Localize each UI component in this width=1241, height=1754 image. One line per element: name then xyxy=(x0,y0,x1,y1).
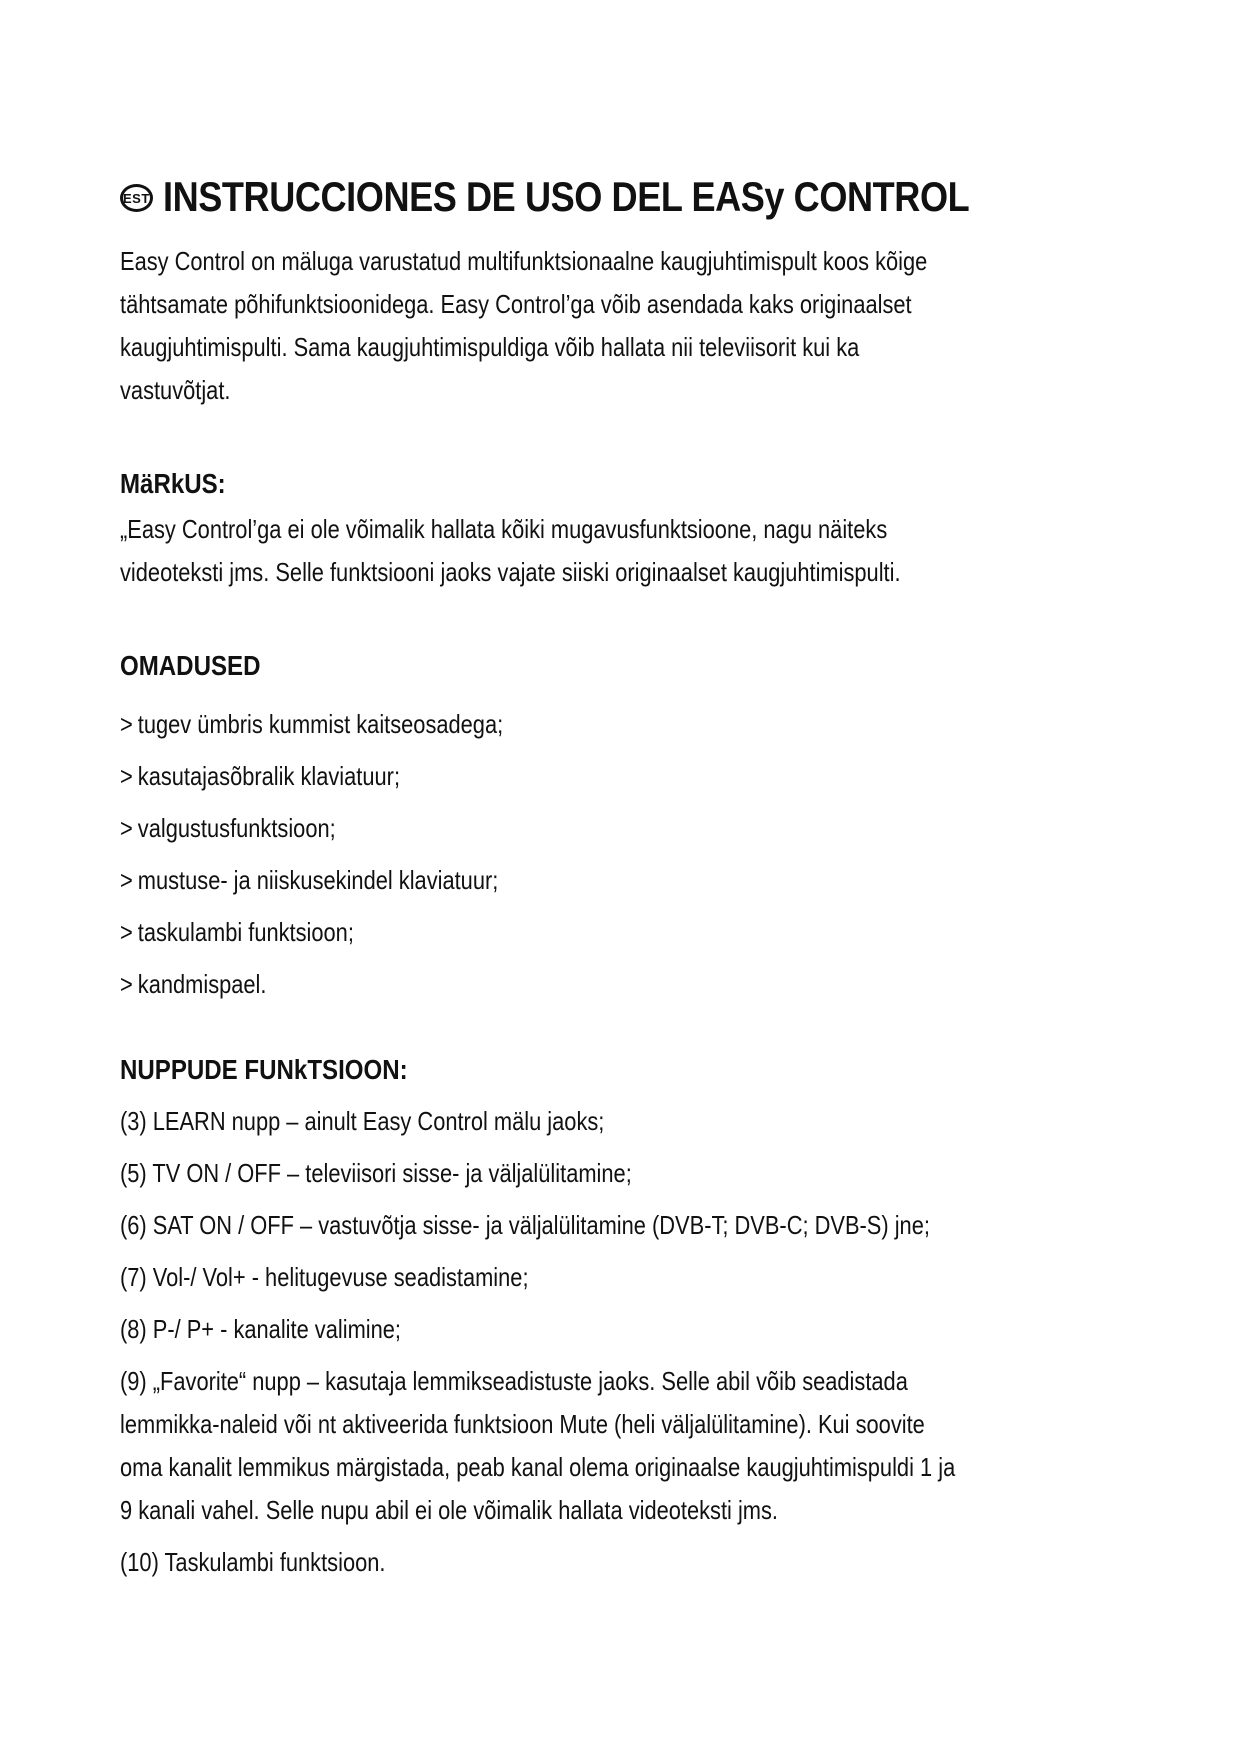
note-heading: MäRkUS: xyxy=(120,468,226,499)
feature-item: > valgustusfunktsioon; xyxy=(120,802,876,854)
buttons-heading: NUPPUDE FUNkTSIOON: xyxy=(120,1054,408,1085)
bullet-marker: > xyxy=(120,865,133,895)
button-function-item: (6) SAT ON / OFF – vastuvõtja sisse- ja väljalülitamine (DVB-T; DVB-C; DVB-S) jne; xyxy=(120,1210,930,1240)
title-row xyxy=(120,168,1080,226)
feature-list xyxy=(120,698,876,1010)
feature-item: > kandmispael. xyxy=(120,958,876,1010)
features-heading: OMADUSED xyxy=(120,650,261,681)
bullet-marker: > xyxy=(120,709,133,739)
page-title: INSTRUCCIONES DE USO DEL EASy CONTROL xyxy=(162,173,970,220)
intro-paragraph: Easy Control on mäluga varustatud multifunktsionaalne kaugjuhtimispult koos kõige tähtsamate põhifunktsioonidega. Easy Control’ga võib asendada kaks originaalset kaugjuhtimispulti. Sama kaugjuhtimispuldiga võib hallata nii televiisorit kui ka vastuvõtjat. xyxy=(120,246,928,405)
button-function-item: (7) Vol-/ Vol+ - helitugevuse seadistamine; xyxy=(120,1262,529,1292)
feature-item: > mustuse- ja niiskusekindel klaviatuur; xyxy=(120,854,876,906)
bullet-marker: > xyxy=(120,917,133,947)
feature-item: > taskulambi funktsioon; xyxy=(120,906,876,958)
bullet-marker: > xyxy=(120,813,133,843)
bullet-marker: > xyxy=(120,969,133,999)
button-function-item: (9) „Favorite“ nupp – kasutaja lemmikseadistuste jaoks. Selle abil võib seadistada lemmikka-naleid või nt aktiveerida funktsioon Mute (heli väljalülitamine). Kui soovite oma kanalit lemmikus märgistada, peab kanal olema originaalse kaugjuhtimispuldi 1 ja 9 kanali vahel. Selle nupu abil ei ole võimalik hallata videoteksti jms. xyxy=(120,1366,956,1525)
feature-item: > tugev ümbris kummist kaitseosadega; xyxy=(120,698,876,750)
document-content xyxy=(120,168,1080,1593)
button-function-item: (8) P-/ P+ - kanalite valimine; xyxy=(120,1314,401,1344)
button-function-list xyxy=(120,1100,968,1584)
button-function-item: (3) LEARN nupp – ainult Easy Control mälu jaoks; xyxy=(120,1106,605,1136)
feature-item: > kasutajasõbralik klaviatuur; xyxy=(120,750,876,802)
bullet-marker: > xyxy=(120,761,133,791)
button-function-item: (10) Taskulambi funktsioon. xyxy=(120,1547,386,1577)
note-text: „Easy Control’ga ei ole võimalik hallata kõiki mugavusfunktsioone, nagu näiteks videoteksti jms. Selle funktsiooni jaoks vajate siiski originaalset kaugjuhtimispulti. xyxy=(120,514,901,587)
language-badge: EST xyxy=(120,184,153,212)
button-function-item: (5) TV ON / OFF – televiisori sisse- ja väljalülitamine; xyxy=(120,1158,632,1188)
